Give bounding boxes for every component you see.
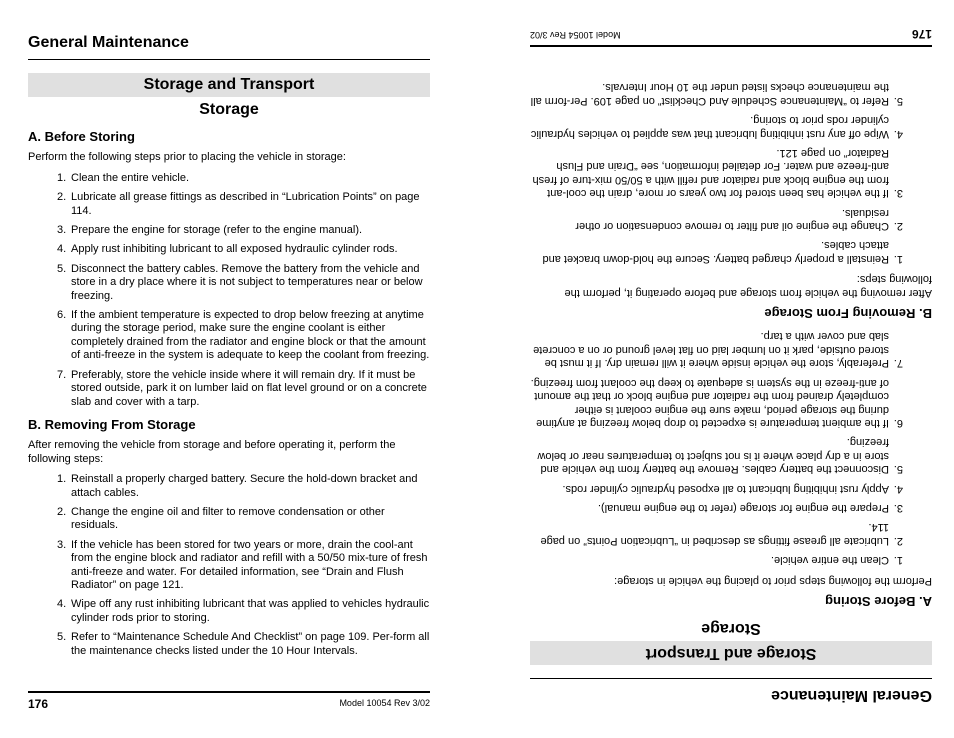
- step-text: Clean the entire vehicle.: [71, 171, 190, 184]
- model-revision: Model 10054 Rev 3/02: [530, 30, 621, 40]
- list-item: [28, 631, 430, 658]
- step-number: 2.: [57, 505, 67, 518]
- page-number: 176: [28, 697, 49, 711]
- list-item: [530, 238, 932, 265]
- list-item: [28, 172, 430, 185]
- step-text: Change the engine oil and filter to remove condensation or other residuals.: [71, 505, 385, 532]
- list-item: [28, 243, 430, 256]
- step-text: Preferably, store the vehicle inside where it will remain dry. If it must be stored outside, park it on lumber laid on flat level ground or on a concrete slab and cover with a tarp.: [71, 368, 427, 408]
- part-a-intro: Perform the following steps prior to placing the vehicle in storage:: [28, 151, 346, 164]
- step-text: Refer to “Maintenance Schedule And Checklist” on page 109. Per-form all the maintenance checks listed under the 10 Hour Intervals.: [71, 631, 430, 657]
- header-rule: [28, 59, 430, 60]
- manual-page: [28, 0, 438, 738]
- part-a-heading: A. Before Storing: [28, 129, 135, 144]
- step-number: 1.: [57, 171, 67, 184]
- step-number: 1.: [893, 554, 903, 567]
- page-header: General Maintenance: [771, 687, 932, 704]
- step-text: Reinstall a properly charged battery. Secure the hold-down bracket and attach cables.: [542, 239, 889, 265]
- part-b-heading: B. Removing From Storage: [28, 416, 196, 432]
- list-item: [28, 309, 430, 363]
- list-item: [530, 501, 932, 514]
- list-item: [530, 520, 932, 547]
- step-text: Reinstall a properly charged battery. Secure the hold-down bracket and attach cables.: [71, 473, 418, 499]
- step-text: Refer to “Maintenance Schedule And Checklist” on page 109. Per-form all the maintenance checks listed under the 10 Hour Intervals.: [530, 81, 889, 107]
- step-number: 6.: [893, 416, 903, 429]
- list-item: [28, 598, 430, 625]
- list-item: [28, 506, 430, 533]
- step-number: 4.: [893, 482, 903, 495]
- list-item: [530, 329, 932, 369]
- step-text: If the ambient temperature is expected to drop below freezing at anytime during the storage period, make sure the engine coolant is either completely drained from the radiator and engine block or that the amount of anti-freeze in the system is adequate to keep the coolant from freezing.: [71, 309, 430, 362]
- step-text: Wipe off any rust inhibiting lubricant that was applied to vehicles hydraulic cylinder rods prior to storing.: [71, 598, 430, 624]
- list-item: [28, 473, 430, 500]
- step-text: Prepare the engine for storage (refer to the engine manual).: [597, 501, 889, 514]
- footer-rule: [530, 45, 932, 47]
- list-item: [530, 80, 932, 107]
- step-number: 7.: [893, 357, 903, 370]
- part-a-heading: A. Before Storing: [825, 594, 932, 609]
- header-rule: [530, 678, 932, 679]
- step-text: Disconnect the battery cables. Remove the battery from the vehicle and store in a dry place where it is not subject to temperatures near or below freezing.: [71, 262, 423, 302]
- manual-page-mirrored: [522, 0, 932, 738]
- step-text: If the ambient temperature is expected to drop below freezing at anytime during the storage period, make sure the engine coolant is either completely drained from the radiator and engine block or that the amount of anti-freeze in the system is adequate to keep the coolant from freezing.: [530, 376, 889, 429]
- list-item: [530, 481, 932, 494]
- step-number: 3.: [57, 224, 67, 237]
- step-number: 7.: [57, 368, 67, 381]
- section-title-band: Storage and Transport: [530, 641, 932, 665]
- step-number: 5.: [57, 262, 67, 275]
- step-number: 2.: [57, 191, 67, 204]
- part-b-heading: B. Removing From Storage: [764, 306, 932, 322]
- list-item: [530, 146, 932, 200]
- step-text: Change the engine oil and filter to remove condensation or other residuals.: [575, 206, 889, 233]
- page-number: 176: [911, 27, 932, 41]
- list-item: [28, 224, 430, 237]
- step-number: 6.: [57, 309, 67, 322]
- list-item: [530, 553, 932, 566]
- section-subtitle: Storage: [701, 620, 761, 637]
- part-b-steps: [28, 473, 430, 658]
- step-text: Apply rust inhibiting lubricant to all exposed hydraulic cylinder rods.: [71, 243, 398, 256]
- step-number: 3.: [893, 501, 903, 514]
- part-b-steps: [530, 80, 932, 265]
- step-number: 1.: [57, 473, 67, 486]
- list-item: [28, 539, 430, 593]
- section-subtitle: Storage: [199, 101, 259, 118]
- step-text: Disconnect the battery cables. Remove the battery from the vehicle and store in a dry place where it is not subject to temperatures near or below freezing.: [537, 436, 889, 476]
- step-number: 3.: [893, 187, 903, 200]
- step-text: Lubricate all grease fittings as described in “Lubrication Points” on page 114.: [71, 191, 420, 217]
- part-a-intro: Perform the following steps prior to placing the vehicle in storage:: [614, 574, 932, 587]
- part-a-steps: [28, 172, 430, 409]
- step-text: Clean the entire vehicle.: [770, 554, 889, 567]
- model-revision: Model 10054 Rev 3/02: [339, 698, 430, 708]
- page-header: General Maintenance: [28, 34, 189, 51]
- list-item: [530, 205, 932, 232]
- list-item: [28, 263, 430, 303]
- step-number: 5.: [893, 463, 903, 476]
- page-content: [28, 130, 430, 667]
- step-text: Lubricate all grease fittings as described in “Lubrication Points” on page 114.: [540, 521, 889, 547]
- part-a-steps: [530, 329, 932, 566]
- step-text: Prepare the engine for storage (refer to the engine manual).: [71, 224, 363, 237]
- list-item: [530, 435, 932, 475]
- step-text: Wipe off any rust inhibiting lubricant that was applied to vehicles hydraulic cylinder rods prior to storing.: [530, 114, 889, 140]
- step-number: 2.: [893, 534, 903, 547]
- step-number: 3.: [57, 538, 67, 551]
- step-text: Apply rust inhibiting lubricant to all exposed hydraulic cylinder rods.: [562, 482, 889, 495]
- step-number: 2.: [893, 220, 903, 233]
- step-number: 4.: [57, 243, 67, 256]
- step-text: If the vehicle has been stored for two years or more, drain the cool-ant from the engine block and radiator and refill with a 50/50 mix-ture of fresh anti-freeze and water. For detailed information, see “Drain and Flush Radiator” on page 121.: [532, 147, 889, 200]
- step-text: Preferably, store the vehicle inside where it will remain dry. If it must be stored outside, park it on lumber laid on flat level ground or on a concrete slab and cover with a tarp.: [533, 330, 889, 370]
- step-number: 1.: [893, 252, 903, 265]
- part-b-intro: After removing the vehicle from storage and before operating it, perform the following steps:: [564, 273, 932, 299]
- step-number: 5.: [57, 631, 67, 644]
- list-item: [530, 113, 932, 140]
- page-content: [530, 71, 932, 608]
- list-item: [28, 369, 430, 409]
- list-item: [28, 191, 430, 218]
- step-number: 4.: [893, 127, 903, 140]
- step-number: 4.: [57, 598, 67, 611]
- footer-rule: [28, 691, 430, 693]
- step-number: 5.: [893, 94, 903, 107]
- list-item: [530, 375, 932, 429]
- part-b-intro: After removing the vehicle from storage and before operating it, perform the following steps:: [28, 439, 396, 465]
- step-text: If the vehicle has been stored for two years or more, drain the cool-ant from the engine block and radiator and refill with a 50/50 mix-ture of fresh anti-freeze and water. For detailed information, see “Drain and Flush Radiator” on page 121.: [71, 538, 428, 591]
- section-title-band: Storage and Transport: [28, 73, 430, 97]
